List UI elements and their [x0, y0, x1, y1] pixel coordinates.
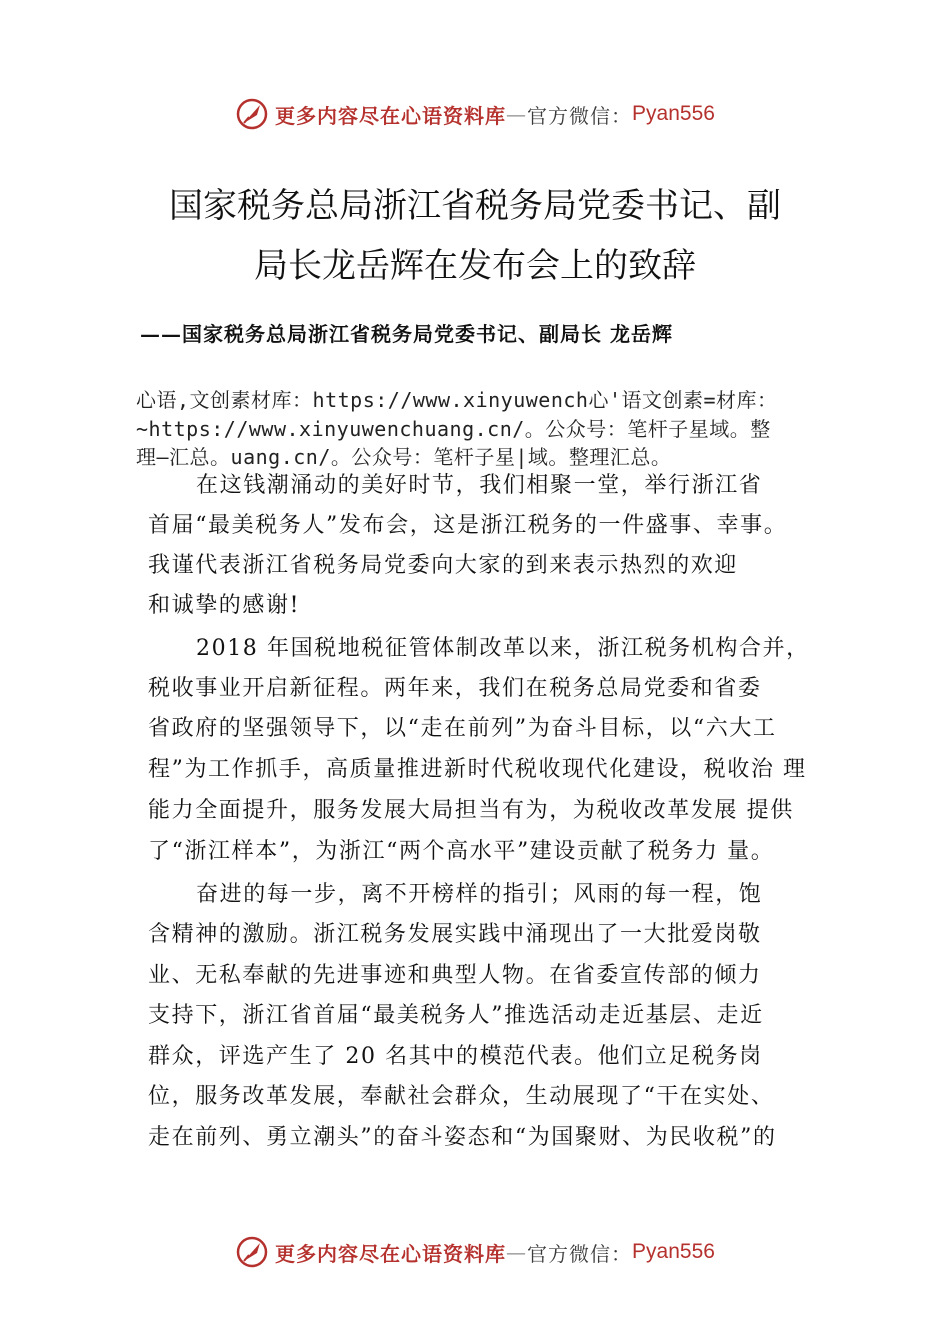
- banner-wechat-id: Pyan556: [632, 1240, 715, 1263]
- header-banner: [0, 92, 950, 136]
- document-title-line-2: 局长龙岳辉在发布会上的致辞: [254, 246, 696, 286]
- document-byline: ——国家税务总局浙江省税务局党委书记、副局长 龙岳辉: [140, 322, 673, 346]
- banner-dash: —: [506, 102, 528, 126]
- document-title-line-1: 国家税务总局浙江省税务局党委书记、副: [169, 186, 781, 226]
- quill-logo-icon: [235, 97, 269, 131]
- paragraph-2-line: 能力全面提升，服务发展大局担当有为，为税收改革发展 提供: [148, 798, 794, 823]
- banner-wechat-label: 官方微信：: [527, 1241, 633, 1266]
- paragraph-2-line: 税收事业开启新征程。两年来，我们在税务总局党委和省委: [148, 676, 762, 701]
- paragraph-1-line: 首届“最美税务人”发布会，这是浙江税务的一件盛事、幸事。: [148, 513, 788, 538]
- meta-line: 理—汇总。uang.cn/。公众号：笔杆子星|域。整理汇总。: [136, 445, 672, 469]
- paragraph-2-line: 2018 年国税地税征管体制改革以来，浙江税务机构合并，: [196, 636, 810, 661]
- banner-wechat-id: Pyan556: [632, 102, 715, 125]
- paragraph-2-line: 程”为工作抓手，高质量推进新时代税收现代化建设，税收治 理: [148, 757, 807, 782]
- banner-brand: 更多内容尽在心语资料库: [275, 103, 507, 128]
- paragraph-2-line: 省政府的坚强领导下，以“走在前列”为奋斗目标，以“六大工: [148, 716, 777, 741]
- paragraph-3-line: 含精神的激励。浙江税务发展实践中涌现出了一大批爱岗敬: [148, 922, 762, 947]
- banner-wechat-label: 官方微信：: [527, 103, 633, 128]
- paragraph-1-line: 和诚挚的感谢!: [148, 593, 301, 618]
- paragraph-3-line: 群众，评选产生了 20 名其中的模范代表。他们立足税务岗: [148, 1044, 763, 1069]
- footer-banner: [0, 1230, 950, 1274]
- paragraph-3-line: 位，服务改革发展，奉献社会群众，生动展现了“干在实处、: [148, 1084, 775, 1109]
- paragraph-1-line: 我谨代表浙江省税务局党委向大家的到来表示热烈的欢迎: [148, 553, 739, 578]
- paragraph-3-line: 走在前列、勇立潮头”的奋斗姿态和“为国聚财、为民收税”的: [148, 1125, 777, 1150]
- paragraph-3-line: 支持下，浙江省首届“最美税务人”推选活动走近基层、走近: [148, 1003, 764, 1028]
- paragraph-2-line: 了“浙江样本”，为浙江“两个高水平”建设贡献了税务力 量。: [148, 839, 775, 864]
- paragraph-1-line: 在这钱潮涌动的美好时节，我们相聚一堂，举行浙江省: [196, 473, 763, 498]
- banner-dash: —: [506, 1240, 528, 1264]
- banner-brand: 更多内容尽在心语资料库: [275, 1241, 507, 1266]
- paragraph-3-line: 奋进的每一步，离不开榜样的指引；风雨的每一程，饱: [196, 882, 763, 907]
- quill-logo-icon: [235, 1235, 269, 1269]
- meta-line: 心语,文创素材库：https://www.xinyuwench心'语文创素=材库：: [136, 388, 778, 412]
- paragraph-3-line: 业、无私奉献的先进事迹和典型人物。在省委宣传部的倾力: [148, 963, 762, 988]
- meta-line: ~https://www.xinyuwenchuang.cn/。公众号：笔杆子星域。整: [136, 417, 771, 441]
